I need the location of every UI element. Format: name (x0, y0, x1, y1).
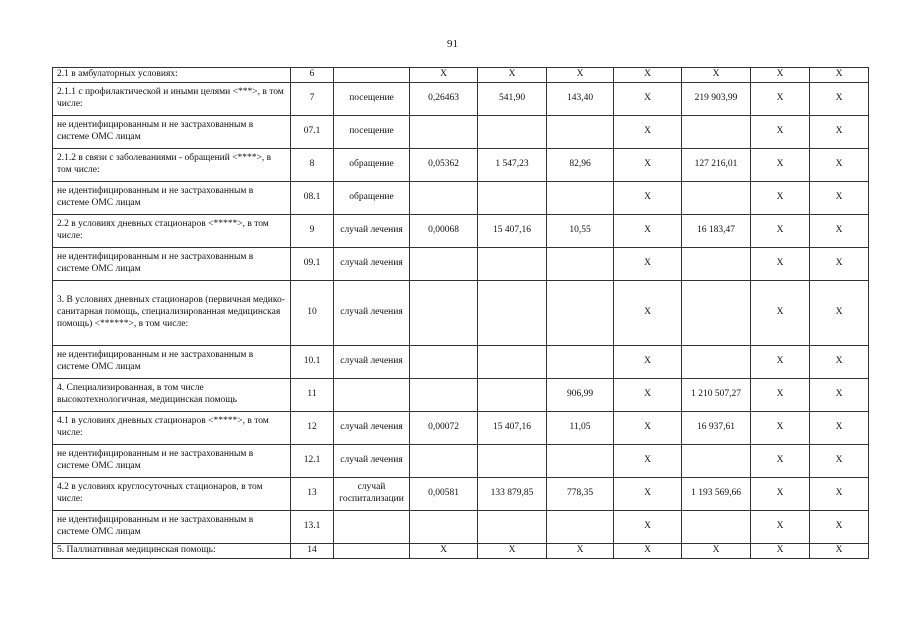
value-cell: 0,05362 (410, 148, 478, 181)
value-cell: 0,00581 (410, 477, 478, 510)
value-cell (547, 510, 614, 543)
value-cell: X (547, 68, 614, 83)
value-cell (410, 345, 478, 378)
value-cell: X (810, 115, 869, 148)
value-cell (682, 444, 751, 477)
row-name-cell: не идентифицированным и не застрахованным в системе ОМС лицам (53, 510, 291, 543)
value-cell (410, 181, 478, 214)
table-row (53, 82, 869, 115)
table-row (53, 148, 869, 181)
value-cell: 1 193 569,66 (682, 477, 751, 510)
row-name-cell: 3. В условиях дневных стационаров (первичная медико-санитарная помощь, специализированная медицинская помощь) <******>, в том числе: (53, 280, 291, 345)
row-name-cell: не идентифицированным и не застрахованным в системе ОМС лицам (53, 247, 291, 280)
row-name-cell: 2.1.2 в связи с заболеваниями - обращений <****>, в том числе: (53, 148, 291, 181)
value-cell: X (810, 444, 869, 477)
value-cell: X (614, 510, 682, 543)
value-cell: X (751, 378, 810, 411)
value-cell (478, 444, 547, 477)
row-code-cell: 7 (291, 82, 334, 115)
row-unit-cell: случай лечения (334, 280, 410, 345)
value-cell (547, 345, 614, 378)
value-cell: 16 183,47 (682, 214, 751, 247)
value-cell: 541,90 (478, 82, 547, 115)
value-cell: 82,96 (547, 148, 614, 181)
value-cell: X (751, 345, 810, 378)
value-cell: X (751, 510, 810, 543)
value-cell: 10,55 (547, 214, 614, 247)
value-cell (682, 345, 751, 378)
value-cell: 0,26463 (410, 82, 478, 115)
value-cell (478, 247, 547, 280)
row-unit-cell: случай лечения (334, 345, 410, 378)
row-code-cell: 09.1 (291, 247, 334, 280)
row-unit-cell (334, 378, 410, 411)
value-cell: X (614, 378, 682, 411)
value-cell (682, 115, 751, 148)
value-cell (547, 444, 614, 477)
table-row (53, 378, 869, 411)
table-row (53, 181, 869, 214)
table-row (53, 345, 869, 378)
value-cell: X (410, 68, 478, 83)
value-cell: X (751, 214, 810, 247)
row-code-cell: 6 (291, 68, 334, 83)
row-name-cell: 4. Специализированная, в том числе высокотехнологичная, медицинская помощь (53, 378, 291, 411)
row-code-cell: 10.1 (291, 345, 334, 378)
value-cell (410, 280, 478, 345)
value-cell: 143,40 (547, 82, 614, 115)
value-cell: 0,00072 (410, 411, 478, 444)
value-cell (547, 181, 614, 214)
value-cell: X (810, 411, 869, 444)
value-cell: X (614, 82, 682, 115)
value-cell (410, 510, 478, 543)
row-name-cell: не идентифицированным и не застрахованным в системе ОМС лицам (53, 115, 291, 148)
value-cell: 11,05 (547, 411, 614, 444)
value-cell: X (614, 181, 682, 214)
value-cell (410, 378, 478, 411)
row-unit-cell: обращение (334, 148, 410, 181)
value-cell: 778,35 (547, 477, 614, 510)
value-cell: X (614, 444, 682, 477)
data-table (52, 67, 869, 559)
row-code-cell: 11 (291, 378, 334, 411)
row-unit-cell: случай госпитализации (334, 477, 410, 510)
value-cell: X (614, 68, 682, 83)
value-cell: 127 216,01 (682, 148, 751, 181)
value-cell: 133 879,85 (478, 477, 547, 510)
row-unit-cell: случай лечения (334, 214, 410, 247)
row-code-cell: 13 (291, 477, 334, 510)
value-cell: X (810, 181, 869, 214)
row-name-cell: 2.2 в условиях дневных стационаров <*****>, в том числе: (53, 214, 291, 247)
table-row (53, 477, 869, 510)
row-unit-cell: посещение (334, 115, 410, 148)
table-row (53, 247, 869, 280)
row-unit-cell: случай лечения (334, 411, 410, 444)
value-cell (547, 115, 614, 148)
value-cell: X (614, 345, 682, 378)
value-cell: X (682, 68, 751, 83)
value-cell: X (810, 543, 869, 558)
page-number: 91 (447, 38, 458, 50)
value-cell: X (810, 68, 869, 83)
table-row (53, 280, 869, 345)
value-cell: X (614, 543, 682, 558)
value-cell: X (751, 444, 810, 477)
value-cell: 219 903,99 (682, 82, 751, 115)
value-cell (478, 280, 547, 345)
value-cell: X (810, 477, 869, 510)
value-cell: X (751, 477, 810, 510)
value-cell: X (614, 148, 682, 181)
row-name-cell: не идентифицированным и не застрахованным в системе ОМС лицам (53, 181, 291, 214)
table-row (53, 543, 869, 558)
row-name-cell: не идентифицированным и не застрахованным в системе ОМС лицам (53, 444, 291, 477)
row-code-cell: 13.1 (291, 510, 334, 543)
value-cell: X (810, 378, 869, 411)
value-cell (410, 444, 478, 477)
row-name-cell: 4.1 в условиях дневных стационаров <*****>, в том числе: (53, 411, 291, 444)
row-code-cell: 12.1 (291, 444, 334, 477)
row-unit-cell: обращение (334, 181, 410, 214)
value-cell: X (478, 68, 547, 83)
row-name-cell: 2.1.1 с профилактической и иными целями <***>, в том числе: (53, 82, 291, 115)
value-cell: X (614, 477, 682, 510)
value-cell: X (614, 280, 682, 345)
value-cell (478, 510, 547, 543)
value-cell: X (751, 148, 810, 181)
value-cell: X (810, 280, 869, 345)
value-cell: X (547, 543, 614, 558)
row-unit-cell (334, 68, 410, 83)
value-cell (478, 115, 547, 148)
value-cell: X (751, 68, 810, 83)
value-cell (682, 247, 751, 280)
value-cell: X (751, 247, 810, 280)
value-cell: X (751, 411, 810, 444)
value-cell: 906,99 (547, 378, 614, 411)
value-cell: X (810, 510, 869, 543)
table-row (53, 214, 869, 247)
row-code-cell: 12 (291, 411, 334, 444)
value-cell: 1 210 507,27 (682, 378, 751, 411)
value-cell: X (810, 82, 869, 115)
row-unit-cell (334, 510, 410, 543)
table-row (53, 444, 869, 477)
row-name-cell: 2.1 в амбулаторных условиях: (53, 68, 291, 83)
table-row (53, 68, 869, 83)
value-cell (682, 181, 751, 214)
value-cell (478, 345, 547, 378)
value-cell: 0,00068 (410, 214, 478, 247)
table-row (53, 411, 869, 444)
value-cell (478, 378, 547, 411)
row-code-cell: 9 (291, 214, 334, 247)
value-cell: 16 937,61 (682, 411, 751, 444)
row-code-cell: 08.1 (291, 181, 334, 214)
row-name-cell: 5. Паллиативная медицинская помощь: (53, 543, 291, 558)
value-cell: X (751, 280, 810, 345)
row-code-cell: 8 (291, 148, 334, 181)
row-name-cell: не идентифицированным и не застрахованным в системе ОМС лицам (53, 345, 291, 378)
value-cell (410, 247, 478, 280)
value-cell: X (614, 411, 682, 444)
value-cell (682, 510, 751, 543)
value-cell: X (751, 115, 810, 148)
value-cell (478, 181, 547, 214)
value-cell: X (751, 543, 810, 558)
value-cell: X (478, 543, 547, 558)
value-cell: X (810, 214, 869, 247)
value-cell (682, 280, 751, 345)
row-code-cell: 07.1 (291, 115, 334, 148)
value-cell: X (614, 214, 682, 247)
value-cell: X (810, 148, 869, 181)
row-code-cell: 10 (291, 280, 334, 345)
value-cell (547, 247, 614, 280)
value-cell: X (751, 181, 810, 214)
value-cell: X (751, 82, 810, 115)
row-unit-cell: случай лечения (334, 444, 410, 477)
value-cell: 15 407,16 (478, 411, 547, 444)
value-cell: X (614, 115, 682, 148)
value-cell (547, 280, 614, 345)
row-name-cell: 4.2 в условиях круглосуточных стационаров, в том числе: (53, 477, 291, 510)
row-code-cell: 14 (291, 543, 334, 558)
table-row (53, 115, 869, 148)
value-cell: X (614, 247, 682, 280)
value-cell (410, 115, 478, 148)
row-unit-cell (334, 543, 410, 558)
value-cell: X (682, 543, 751, 558)
value-cell: X (810, 345, 869, 378)
value-cell: X (410, 543, 478, 558)
row-unit-cell: случай лечения (334, 247, 410, 280)
table-row (53, 510, 869, 543)
row-unit-cell: посещение (334, 82, 410, 115)
value-cell: X (810, 247, 869, 280)
value-cell: 15 407,16 (478, 214, 547, 247)
value-cell: 1 547,23 (478, 148, 547, 181)
